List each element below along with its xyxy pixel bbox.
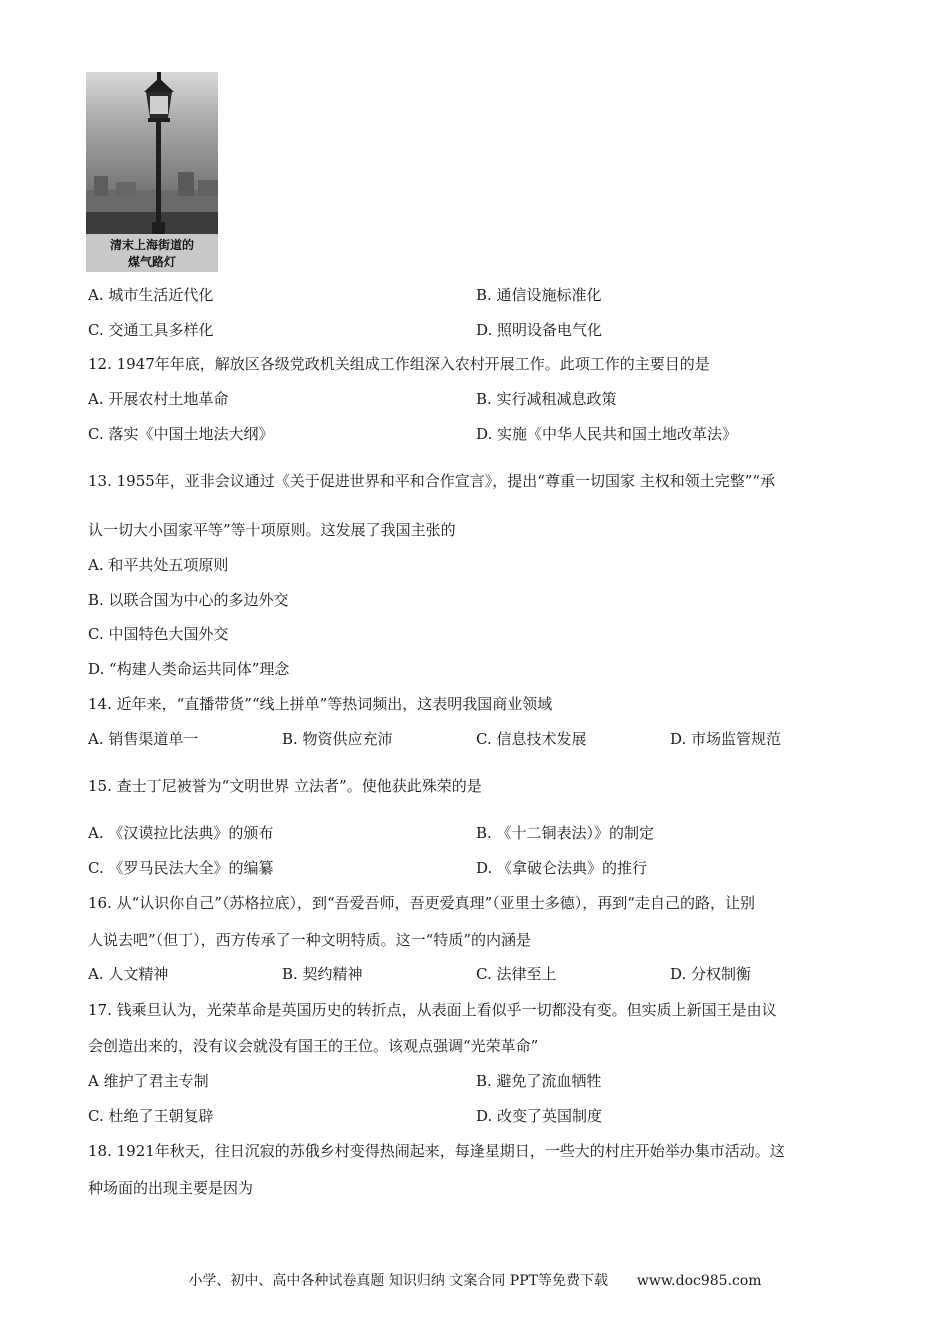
- q13-option-d[interactable]: D. “构建人类命运共同体”理念: [88, 660, 290, 678]
- q15-stem: 15. 查士丁尼被誉为“文明世界 立法者”。使他获此殊荣的是: [88, 777, 482, 795]
- q16-stem-line1: 16. 从“认识你自己”（苏格拉底），到“吾爱吾师，吾更爱真理”（亚里士多德），再到“走自己的路，让别: [88, 894, 755, 912]
- q15-option-c[interactable]: C. 《罗马民法大全》的编纂: [88, 859, 274, 877]
- q11-option-b[interactable]: B. 通信设施标准化: [476, 286, 602, 304]
- q13-option-c[interactable]: C. 中国特色大国外交: [88, 625, 229, 643]
- q15-option-d[interactable]: D. 《拿破仑法典》的推行: [476, 859, 648, 877]
- q13-stem-line1: 13. 1955年，亚非会议通过《关于促进世界和平和合作宣言》，提出“尊重一切国家 主权和领土完整”“承: [88, 472, 776, 490]
- q14-option-c[interactable]: C. 信息技术发展: [476, 730, 587, 748]
- q13-option-a[interactable]: A. 和平共处五项原则: [88, 556, 229, 574]
- q15-option-b[interactable]: B. 《十二铜表法）》的制定: [476, 824, 655, 842]
- photo-caption-line2: 煤气路灯: [127, 255, 176, 269]
- q12-stem: 12. 1947年年底，解放区各级党政机关组成工作组深入农村开展工作。此项工作的主要目的是: [88, 355, 710, 373]
- page-footer: [0, 1270, 950, 1290]
- q16-option-a[interactable]: A. 人文精神: [88, 965, 169, 983]
- q12-option-d[interactable]: D. 实施《中华人民共和国土地改革法》: [476, 425, 738, 443]
- q16-option-b[interactable]: B. 契约精神: [282, 965, 363, 983]
- footer-text: 小学、初中、高中各种试卷真题 知识归纳 文案合同 PPT等免费下载: [188, 1273, 608, 1289]
- q14-option-b[interactable]: B. 物资供应充沛: [282, 730, 393, 748]
- q14-option-d[interactable]: D. 市场监管规范: [670, 730, 782, 748]
- q17-option-d[interactable]: D. 改变了英国制度: [476, 1107, 603, 1125]
- q17-option-b[interactable]: B. 避免了流血牺牲: [476, 1072, 602, 1090]
- q17-option-a[interactable]: A 维护了君主专制: [88, 1072, 209, 1090]
- q13-stem-line2: 认一切大小国家平等”等十项原则。这发展了我国主张的: [88, 521, 456, 539]
- q11-option-a[interactable]: A. 城市生活近代化: [88, 286, 214, 304]
- q17-stem-line1: 17. 钱乘旦认为，光荣革命是英国历史的转折点，从表面上看似乎一切都没有变。但实质上新国王是由议: [88, 1001, 777, 1019]
- q11-option-c[interactable]: C. 交通工具多样化: [88, 321, 214, 339]
- q14-option-a[interactable]: A. 销售渠道单一: [88, 730, 199, 748]
- q12-option-c[interactable]: C. 落实《中国土地法大纲》: [88, 425, 274, 443]
- q12-option-b[interactable]: B. 实行减租减息政策: [476, 390, 617, 408]
- q17-option-c[interactable]: C. 杜绝了王朝复辟: [88, 1107, 214, 1125]
- q11-option-d[interactable]: D. 照明设备电气化: [476, 321, 603, 339]
- q16-option-c[interactable]: C. 法律至上: [476, 965, 557, 983]
- q13-option-b[interactable]: B. 以联合国为中心的多边外交: [88, 591, 289, 609]
- q15-option-a[interactable]: A. 《汉谟拉比法典》的颁布: [88, 824, 274, 842]
- q16-option-d[interactable]: D. 分权制衡: [670, 965, 752, 983]
- q18-stem-line1: 18. 1921年秋天，往日沉寂的苏俄乡村变得热闹起来，每逢星期日，一些大的村庄开始举办集市活动。这: [88, 1142, 785, 1160]
- q14-stem: 14. 近年来，“直播带货”“线上拼单”等热词频出，这表明我国商业领域: [88, 695, 553, 713]
- q18-stem-line2: 种场面的出现主要是因为: [88, 1179, 254, 1197]
- q12-option-a[interactable]: A. 开展农村土地革命: [88, 390, 229, 408]
- q16-stem-line2: 人说去吧”（但丁），西方传承了一种文明特质。这一“特质”的内涵是: [88, 931, 532, 949]
- q17-stem-line2: 会创造出来的，没有议会就没有国王的王位。该观点强调“光荣革命”: [88, 1037, 539, 1055]
- gas-lamp-photo: [86, 72, 218, 272]
- photo-caption-line1: 清末上海街道的: [109, 238, 194, 252]
- footer-url-link[interactable]: www.doc985.com: [636, 1273, 762, 1289]
- photo-caption: [86, 234, 218, 272]
